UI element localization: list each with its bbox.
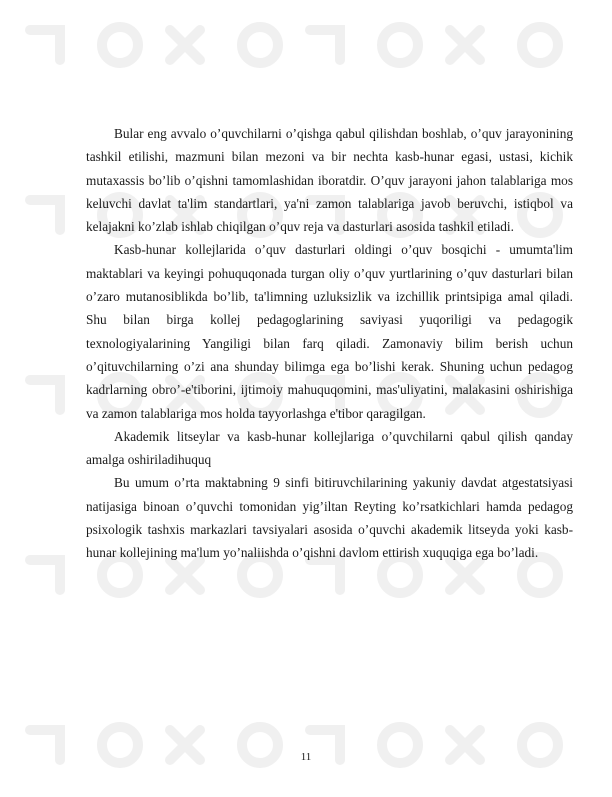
- page-number: 11: [300, 751, 312, 763]
- paragraph-2: Kasb-hunar kollejlarida o’quv dasturlari oldingi o’quv bosqichi - umumta'lim maktablari va keyingi pohuquqonada turgan oliy o’quv yurtlarining o’quv dasturlari bilan o’zaro mutanosiblikda bo’lib, ta'limning uzluksizlik va izchillik printsipiga amal qiladi. Shu bilan birga kollej pedagoglarining saviyasi yuqoriligi va pedagogik texnologiyalarining Yangiligi bilan farq qiladi. Zamonaviy bilim berish uchun o’qituvchilarning o’zi ana shunday bilimga ega bo’lishi kerak. Shuning uchun pedagog kadrlarning obro’-e'tiborini, ijtimoiy mahuquqomini, mas'uliyatini, malakasini oshirishiga va zamon talablariga mos holda tayyorlashga e'tibor qaragilgan.: [86, 242, 573, 421]
- page-body: [86, 122, 573, 565]
- paragraph-3: Akademik litseylar va kasb-hunar kollejlariga o’quvchilarni qabul qilish qanday amalga oshiriladihuquq: [86, 428, 573, 468]
- paragraph-4: Bu umum o’rta maktabning 9 sinfi bitiruvchilarining yakuniy davdat atgestatsiyasi natijasiga binoan o’quvchi tomonidan yig’iltan Reyting ko’rsatkichlari hamda pedagog psixologik tashxis markazlari tavsiyalari asosida o’quvchi akademik litseyda yoki kasb-hunar kollejining ma'lum yo’naliishda o’qishni davlom ettirish xuquqiga ega bo’ladi.: [86, 475, 573, 561]
- paragraph-1: Bular eng avvalo o’quvchilarni o’qishga qabul qilishdan boshlab, o’quv jarayonining tashkil etilishi, mazmuni bilan mezoni va bir nechta kasb-hunar egasi, ustasi, kichik mutaxassis bo’lib o’qishni tamomlashidan iboratdir. O’quv jarayoni jahon talablariga mos keluvchi davlat ta'lim standartlari, ya'ni zamon talablariga javob beruvchi, istiqbol va kelajakni ko’zlab ishlab chiqilgan o’quv reja va dasturlari asosida tashkil etiladi.: [86, 126, 573, 235]
